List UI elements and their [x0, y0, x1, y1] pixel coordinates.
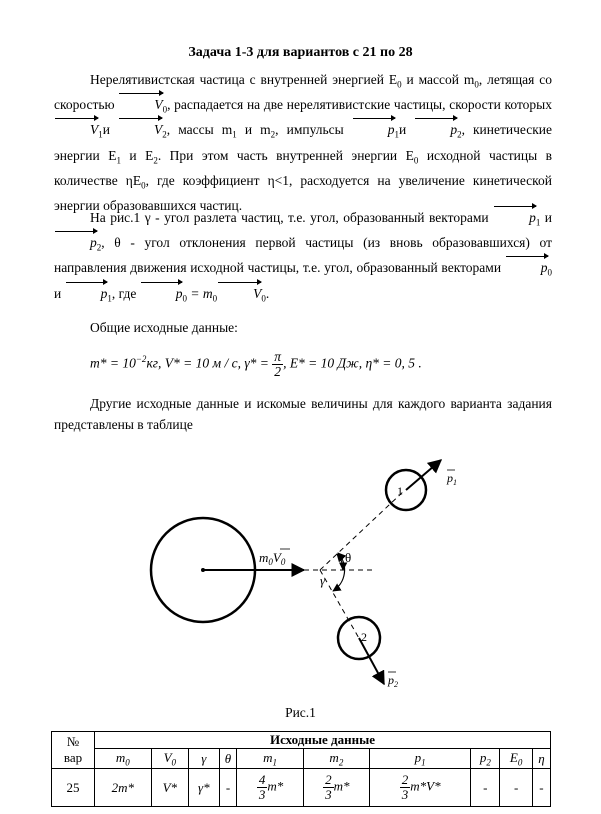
momentum-p1-arrow: [406, 460, 441, 490]
vector-p1: p: [352, 120, 395, 141]
header-m0: $m_0$: [95, 749, 152, 769]
variants-table: [51, 731, 551, 807]
vector-p0: p: [505, 258, 548, 279]
header-m2: $m_2$: [303, 749, 369, 769]
momentum-p2-arrow: [359, 638, 384, 684]
vector-p2: p: [414, 120, 457, 141]
vector-p1: p: [493, 208, 536, 229]
label-p2: $p_2$: [388, 673, 398, 689]
vector-p1: p: [65, 284, 108, 305]
label-m0v0: $m_0V_0$: [259, 550, 286, 567]
vector-p0: p: [140, 284, 183, 305]
label-gamma: γ: [320, 573, 326, 588]
cell-v0: V*: [151, 769, 188, 807]
label-p1: $p_1$: [447, 471, 457, 487]
cell-p2: -: [471, 769, 500, 807]
table-header-row: [52, 749, 551, 769]
cell-eta: -: [532, 769, 550, 807]
cell-theta: -: [219, 769, 237, 807]
table-row: [52, 769, 551, 807]
cell-gamma: γ*: [189, 769, 220, 807]
cell-p1: $\frac{2}{3}$ m*V*: [370, 769, 471, 807]
vector-v0: V: [118, 95, 162, 116]
paragraph-angles-description: На рис.1 γ - угол разлета частиц, т.е. угол, образованный векторами $p_1$ и $p_2$, θ - угол отклонения первой частицы (из вновь образовавшихся) от направления движения исходной частицы, т.е. угол, образованный векторами $p_0$ и $p_1$, где $p_0 = m_0$ $V_0$.: [54, 210, 552, 304]
cell-e0: -: [500, 769, 533, 807]
header-theta: θ: [219, 749, 237, 769]
label-particle-1: 1: [397, 484, 403, 498]
gamma-angle-arc: [333, 553, 345, 591]
label-theta: θ: [345, 550, 352, 565]
cell-variant: 25: [52, 769, 95, 807]
header-m1: $m_1$: [237, 749, 303, 769]
vector-v2: V: [118, 120, 162, 141]
cell-m2: $\frac{2}{3}$ m*: [303, 769, 369, 807]
vector-v1: V: [54, 120, 98, 141]
paragraph-problem-statement: Нерелятивистская частица с внутренней энергией $E_0$ и массой $m_0$, летящая со скоростью $V_0$, распадается на две нерелятивистские частицы, скорости которых $V_1и$ $V_2$, массы $m_1$ и $m_2$, импульсы $p_1и$ $p_2$, кинетические энергии $E_1$ и $E_2$. При этом часть внутренней энергии $E_0$ исходной частицы в количестве $\eta E_0$, где коэффициент η<1, расходуется на увеличение кинетической энергии образовавшихся частиц.: [54, 72, 553, 213]
figure-caption: Рис.1: [285, 705, 316, 720]
header-e0: $E_0$: [500, 749, 533, 769]
figure-decay-diagram: [0, 455, 601, 695]
cell-m0: 2m*: [95, 769, 152, 807]
formula-common-data: $m* = 10^{-2}кг$, V* = 10 м / с, γ* = $\frac{\pi}{2}$ , E* = 10 Дж, η* = 0, 5 .: [90, 349, 422, 379]
paragraph-common-data: Общие исходные данные:: [90, 320, 238, 335]
header-p1: $p_1$: [370, 749, 471, 769]
vector-p2: p: [54, 233, 97, 254]
path-particle-1-dashed: [320, 490, 405, 570]
header-source-data: Исходные данные: [95, 732, 551, 749]
cell-m1: $\frac{4}{3}$ m*: [237, 769, 303, 807]
label-particle-2: 2: [361, 630, 367, 644]
header-gamma: γ: [189, 749, 220, 769]
header-variant-number: № вар: [52, 732, 95, 769]
header-eta: η: [532, 749, 550, 769]
vector-v0: V: [217, 284, 261, 305]
header-v0: $V_0$: [151, 749, 188, 769]
page-title: Задача 1-3 для вариантов с 21 по 28: [188, 45, 413, 60]
header-p2: $p_2$: [471, 749, 500, 769]
paragraph-table-intro: Другие исходные данные и искомые величины для каждого варианта задания представлены в таблице: [54, 396, 552, 432]
